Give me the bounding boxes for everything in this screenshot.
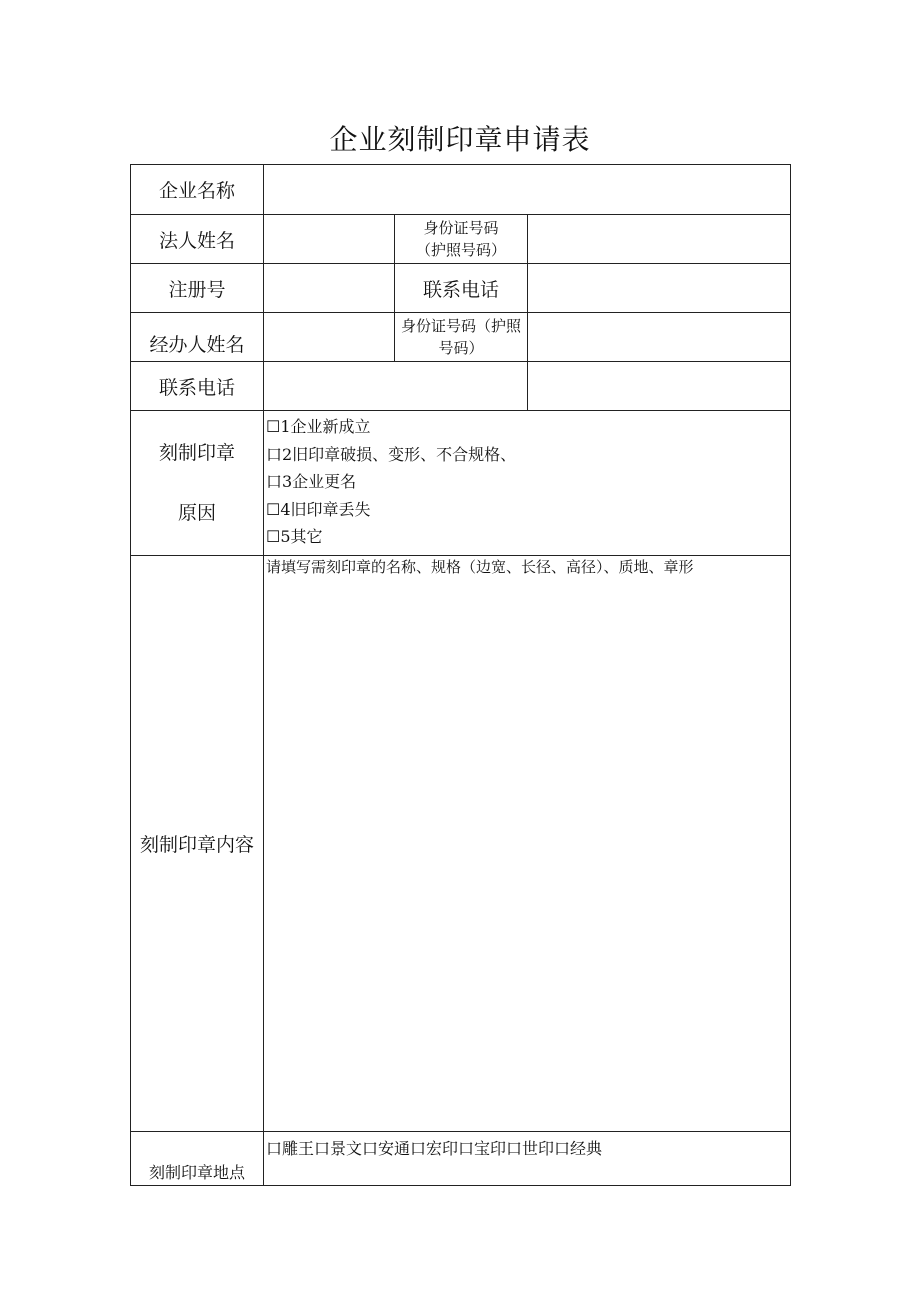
id-number-label-line1: 身份证号码	[423, 219, 499, 237]
legal-name-field[interactable]	[264, 215, 395, 264]
content-hint: 请填写需刻印章的名称、规格（边宽、长径、高径）、质地、章形	[266, 558, 694, 576]
agent-id-label	[395, 313, 528, 362]
reason-label	[131, 411, 264, 556]
agent-name-field[interactable]	[264, 313, 395, 362]
agent-id-field[interactable]	[528, 313, 791, 362]
row-agent	[131, 313, 791, 362]
row-company-name	[131, 165, 791, 215]
form-title: 企业刻制印章申请表	[329, 123, 591, 156]
row-content	[131, 556, 791, 1132]
agent-name-label: 经办人姓名	[131, 313, 264, 362]
row-contact-phone-2	[131, 362, 791, 411]
place-options[interactable]: 口雕王口景文口安通口宏印口宝印口世印口经典	[264, 1132, 791, 1186]
contact-phone-2-field-b[interactable]	[528, 362, 791, 411]
legal-name-label: 法人姓名	[131, 215, 264, 264]
row-place	[131, 1132, 791, 1186]
reason-option-new-company[interactable]: ☐1企业新成立	[266, 417, 371, 436]
registration-no-field[interactable]	[264, 264, 395, 313]
reason-option-rename[interactable]: 口3企业更名	[266, 472, 357, 491]
reason-label-gap	[131, 468, 263, 498]
row-registration	[131, 264, 791, 313]
id-number-field[interactable]	[528, 215, 791, 264]
contact-phone-2-field-a[interactable]	[264, 362, 528, 411]
reason-label-line1: 刻制印章	[158, 442, 235, 464]
id-number-label	[395, 215, 528, 264]
company-name-field[interactable]	[264, 165, 791, 215]
place-label: 刻制印章地点	[131, 1132, 264, 1186]
row-legal-person	[131, 215, 791, 264]
content-label: 刻制印章内容	[131, 556, 264, 1132]
row-reason	[131, 411, 791, 556]
reason-option-damaged-seal[interactable]: 口2旧印章破损、变形、不合规格、	[266, 444, 517, 464]
registration-no-label: 注册号	[131, 264, 264, 313]
agent-id-label-line2: 号码）	[438, 339, 484, 357]
reason-option-other[interactable]: ☐5其它	[266, 527, 323, 546]
reason-option-lost-seal[interactable]: ☐4旧印章丢失	[266, 499, 371, 519]
company-name-label: 企业名称	[131, 165, 264, 215]
reason-label-line2: 原因	[177, 502, 216, 524]
reason-options	[264, 411, 791, 556]
agent-id-label-line1: 身份证号码（护照	[400, 317, 521, 335]
application-form-table	[130, 164, 791, 1186]
contact-phone-label: 联系电话	[395, 264, 528, 313]
contact-phone-2-label: 联系电话	[131, 362, 264, 411]
content-field[interactable]	[264, 556, 791, 1132]
id-number-label-line2: （护照号码）	[415, 241, 506, 259]
contact-phone-field[interactable]	[528, 264, 791, 313]
